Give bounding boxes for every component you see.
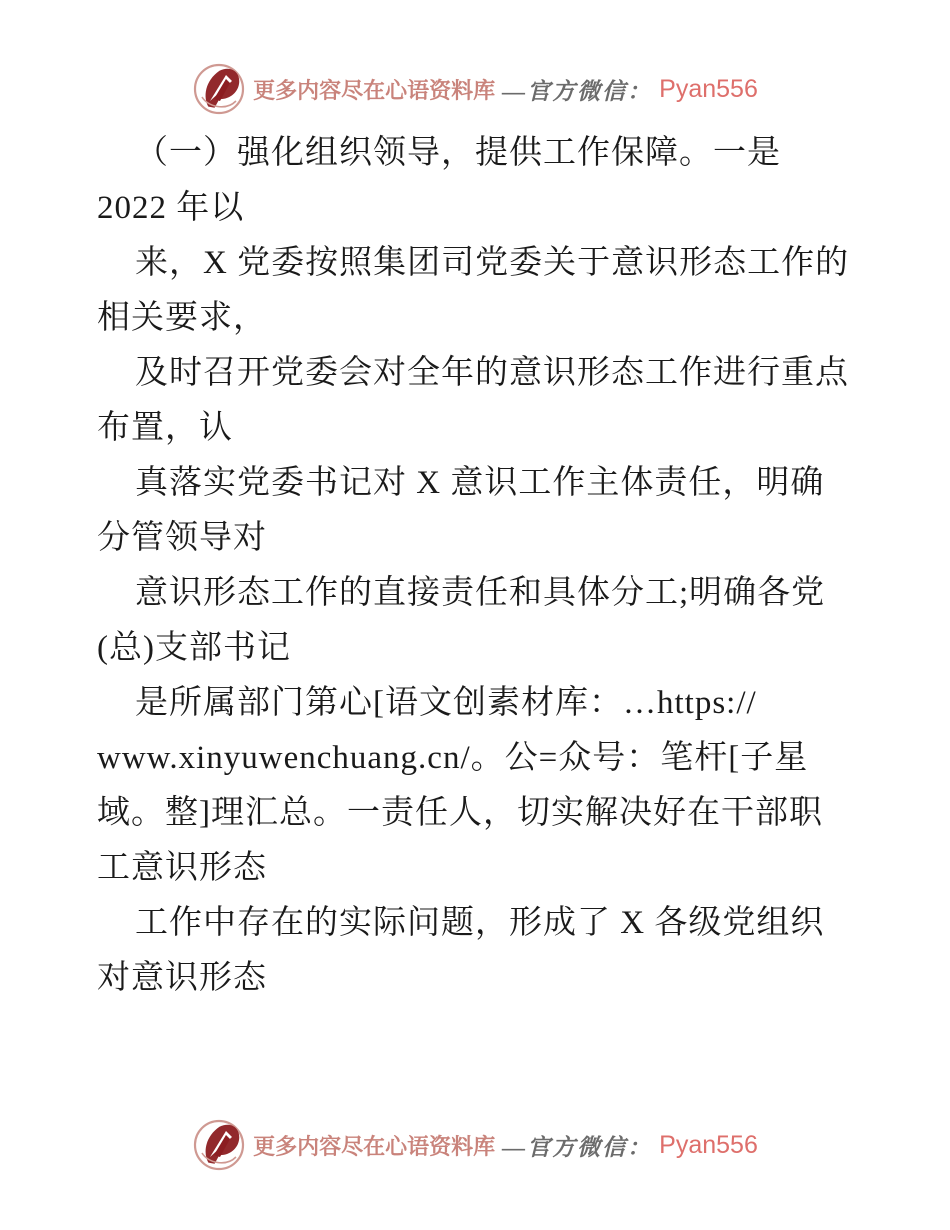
pen-logo-icon [192, 1117, 246, 1173]
text-line: 工意识形态 [97, 850, 267, 886]
text-line: 对意识形态 [97, 960, 267, 996]
text-line: 域。整]理汇总。一责任人，切实解决好在干部职 [97, 795, 823, 831]
watermark-wechat-id: Pyan556 [659, 74, 758, 103]
text-line: 意识形态工作的直接责任和具体分工;明确各党 [135, 575, 826, 611]
watermark-site-text: 更多内容尽在心语资料库 [253, 77, 496, 103]
text-line: 真落实党委书记对 X 意识工作主体责任，明确 [135, 465, 825, 501]
watermark-site-text: 更多内容尽在心语资料库 [253, 1133, 496, 1159]
text-line: (总)支部书记 [97, 630, 291, 666]
document-text [97, 126, 890, 1006]
watermark-wechat-label: —官方微信： [502, 78, 653, 104]
text-line: 布置，认 [97, 410, 233, 446]
text-line: 是所属部门第心[语文创素材库：…https:// [135, 685, 757, 721]
header-watermark [0, 60, 950, 118]
watermark-wechat-id: Pyan556 [659, 1130, 758, 1159]
text-line: 相关要求， [97, 300, 267, 336]
text-line: 工作中存在的实际问题，形成了 X 各级党组织 [135, 905, 825, 941]
text-line: （一）强化组织领导，提供工作保障。一是 [135, 135, 781, 171]
watermark-wechat-label: —官方微信： [502, 1134, 653, 1160]
text-line: 及时召开党委会对全年的意识形态工作进行重点 [135, 355, 849, 391]
text-line: www.xinyuwenchuang.cn/。公=众号：笔杆[子星 [97, 740, 809, 776]
text-line: 2022 年以 [97, 190, 245, 226]
text-line: 分管领导对 [97, 520, 267, 556]
pen-logo-icon [192, 61, 246, 117]
footer-watermark [0, 1116, 950, 1174]
text-line: 来，X 党委按照集团司党委关于意识形态工作的 [135, 245, 850, 281]
